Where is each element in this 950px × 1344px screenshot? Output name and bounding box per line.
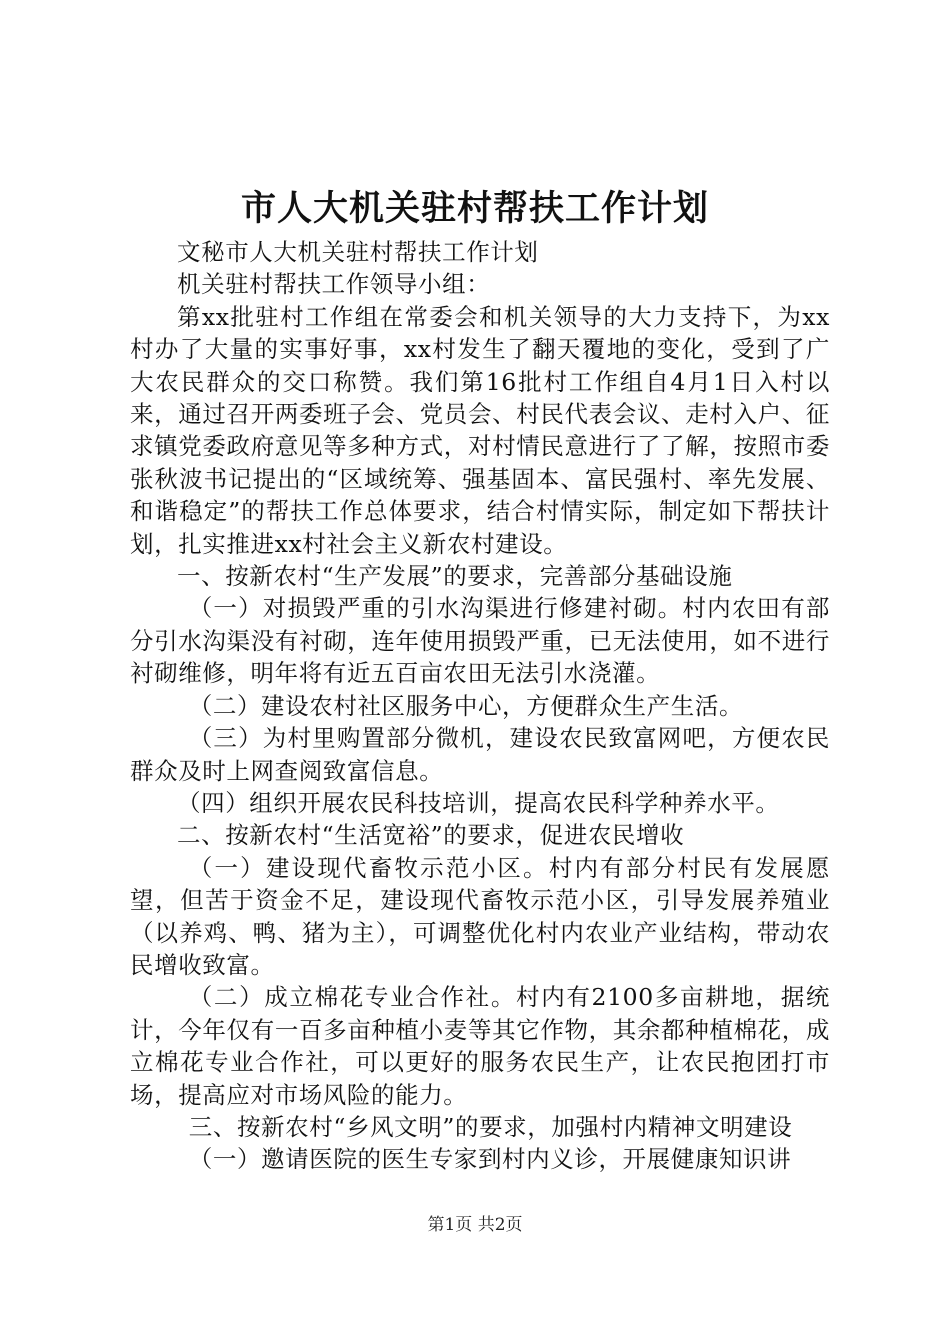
- paragraph-1-4: （四）组织开展农民科技培训，提高农民科学种养水平。: [177, 788, 780, 817]
- paragraph-1-2: （二）建设农村社区服务中心，方便群众生产生活。: [188, 691, 744, 720]
- paragraph-2-1: （一）建设现代畜牧示范小区。村内有部分村民有发展愿望，但苦于资金不足，建设现代畜牧示范小区，引导发展养殖业（以养鸡、鸭、猪为主），可调整优化村内农业产业结构，带动农民增收致富。: [130, 853, 830, 979]
- section-heading-3: 三、按新农村“乡风文明”的要求，加强村内精神文明建设: [188, 1112, 793, 1141]
- document-title: 市人大机关驻村帮扶工作计划: [240, 188, 709, 229]
- paragraph-subtitle: 文秘市人大机关驻村帮扶工作计划: [177, 238, 539, 266]
- paragraph-salutation: 机关驻村帮扶工作领导小组：: [177, 270, 491, 299]
- section-heading-2: 二、按新农村“生活宽裕”的要求，促进农民增收: [177, 821, 685, 850]
- section-heading-1: 一、按新农村“生产发展”的要求，完善部分基础设施: [177, 562, 733, 591]
- page-footer: 第1页 共2页: [427, 1215, 523, 1235]
- paragraph-1-3: （三）为村里购置部分微机，建设农民致富网吧，方便农民群众及时上网查阅致富信息。: [130, 724, 830, 785]
- paragraph-2-2: （二）成立棉花专业合作社。村内有2100多亩耕地，据统计，今年仅有一百多亩种植小麦等其它作物，其余都种植棉花，成立棉花专业合作社，可以更好的服务农民生产，让农民抱团打市场，提高应对市场风险的能力。: [130, 983, 830, 1109]
- document-body: [130, 236, 830, 1176]
- paragraph-1-1: （一）对损毁严重的引水沟渠进行修建衬砌。村内农田有部分引水沟渠没有衬砌，连年使用损毁严重，已无法使用，如不进行衬砌维修，明年将有近五百亩农田无法引水浇灌。: [130, 594, 830, 688]
- paragraph-3-1: （一）邀请医院的医生专家到村内义诊，开展健康知识讲: [188, 1145, 792, 1174]
- paragraph-intro: 第xx批驻村工作组在常委会和机关领导的大力支持下，为xx村办了大量的实事好事，xx村发生了翻天覆地的变化，受到了广大农民群众的交口称赞。我们第16批村工作组自4月1日入村以来，通过召开两委班子会、党员会、村民代表会议、走村入户、征求镇党委政府意见等多种方式，对村情民意进行了了解，按照市委张秋波书记提出的“区域统筹、强基固本、富民强村、率先发展、和谐稳定”的帮扶工作总体要求，结合村情实际，制定如下帮扶计划，扎实推进xx村社会主义新农村建设。: [130, 302, 830, 558]
